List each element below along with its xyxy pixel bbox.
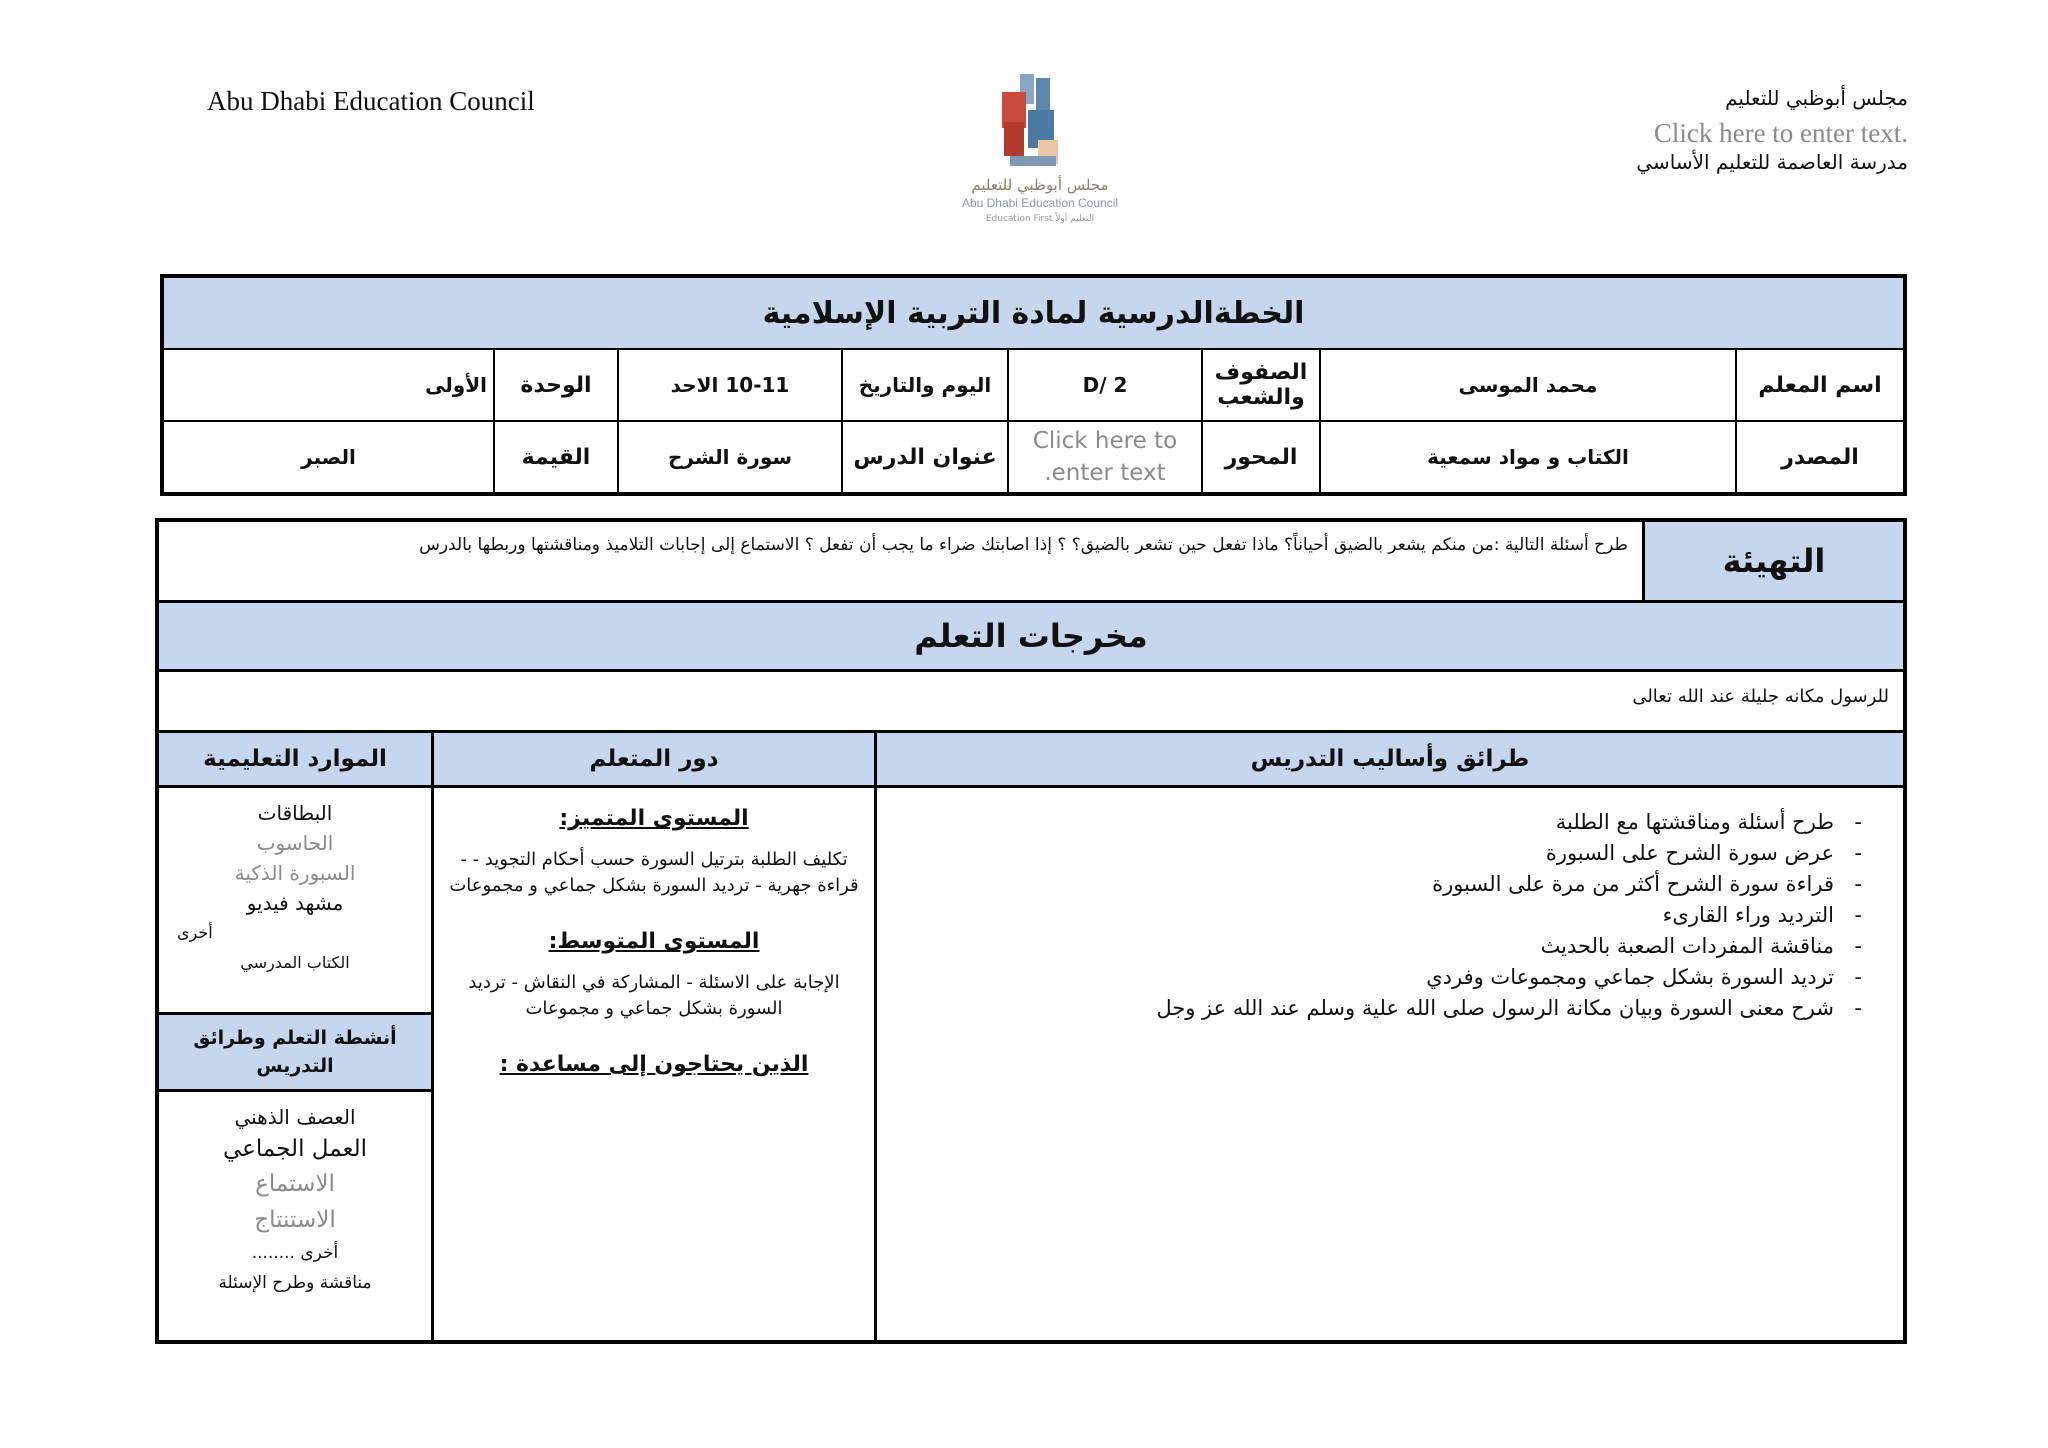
level-excellent-text: تكليف الطلبة بترتيل السورة حسب أحكام التجويد - - قراءة جهرية - ترديد السورة بشكل جماعي و مجموعات (449, 849, 859, 896)
value-value[interactable]: الصبر (162, 421, 494, 494)
unit-value[interactable]: الأولى (162, 349, 494, 421)
activity-item: الاستماع (255, 1171, 335, 1197)
day-value[interactable]: 10-11 الاحد (618, 349, 842, 421)
teaching-methods-list (878, 807, 1862, 1024)
method-item: - عرض سورة الشرح على السبورة (878, 838, 1862, 869)
logo-text-en: Abu Dhabi Education Council (961, 196, 1119, 210)
method-item: - الترديد وراء القارىء (878, 900, 1862, 931)
resources-cell[interactable] (157, 787, 433, 1014)
method-item: - طرح أسئلة ومناقشتها مع الطلبة (878, 807, 1862, 838)
activity-item: العمل الجماعي (223, 1136, 367, 1162)
council-name-ar: مجلس أبوظبي للتعليم (1725, 86, 1908, 110)
activities-header: أنشطة التعلم وطرائق التدريس (157, 1014, 433, 1091)
activity-item: الاستنتاج (254, 1207, 336, 1233)
lesson-info-table (160, 274, 1907, 496)
source-label: المصدر (1736, 421, 1905, 494)
axis-placeholder[interactable]: Click here to enter text. (1008, 421, 1202, 494)
grades-label: الصفوف والشعب (1202, 349, 1320, 421)
resource-item: البطاقات (257, 801, 333, 825)
resource-item: مشهد فيديو (246, 891, 344, 915)
teacher-label: اسم المعلم (1736, 349, 1905, 421)
resources-header: الموارد التعليمية (157, 732, 433, 787)
teacher-value[interactable]: محمد الموسى (1320, 349, 1736, 421)
resource-other: أخرى (177, 923, 213, 942)
council-name-en: Abu Dhabi Education Council (207, 86, 535, 116)
logo-tagline: Education First التعليم أولاً (985, 214, 1095, 224)
school-placeholder[interactable]: Click here to enter text. (1653, 118, 1908, 148)
level-average-title: المستوى المتوسط: (548, 929, 760, 954)
unit-label: الوحدة (494, 349, 618, 421)
method-item: - مناقشة المفردات الصعبة بالحديث (878, 931, 1862, 962)
lesson-details-table (155, 518, 1907, 1344)
plan-title: الخطةالدرسية لمادة التربية الإسلامية (162, 276, 1905, 349)
intro-text[interactable]: طرح أسئلة التالية :من منكم يشعر بالضيق أحياناً؟ ماذا تفعل حين تشعر بالضيق؟ ؟ إذا اصابتك ضراء ما يجب أن تفعل ؟ الاستماع إلى إجابات التلاميذ ومناقشتها وربطها بالدرس (157, 520, 1644, 602)
activities-cell[interactable] (157, 1091, 433, 1343)
learner-role-cell[interactable] (433, 787, 876, 1343)
resource-item: الحاسوب (256, 831, 334, 855)
logo-text-ar: مجلس أبوظبي للتعليم (971, 176, 1109, 194)
activity-other: أخرى ........ (251, 1243, 339, 1263)
grades-value[interactable]: D/ 2 (1008, 349, 1202, 421)
method-item: - ترديد السورة بشكل جماعي ومجموعات وفردي (878, 962, 1862, 993)
activity-item: مناقشة وطرح الإسئلة (218, 1273, 372, 1293)
value-label: القيمة (494, 421, 618, 494)
source-value[interactable]: الكتاب و مواد سمعية (1320, 421, 1736, 494)
method-item: - شرح معنى السورة وبيان مكانة الرسول صلى الله علية وسلم عند الله عز وجل (878, 993, 1862, 1024)
axis-label: المحور (1202, 421, 1320, 494)
learner-header: دور المتعلم (433, 732, 876, 787)
methods-header: طرائق وأساليب التدريس (876, 732, 1906, 787)
resource-item: السبورة الذكية (234, 861, 356, 885)
council-logo (940, 70, 1140, 240)
intro-label: التهيئة (1644, 520, 1906, 602)
lesson-title-value[interactable]: سورة الشرح (618, 421, 842, 494)
level-excellent-title: المستوى المتميز: (559, 806, 749, 831)
school-name: مدرسة العاصمة للتعليم الأساسي (1636, 150, 1908, 174)
method-item: - قراءة سورة الشرح أكثر من مرة على السبورة (878, 869, 1862, 900)
level-average-text: الإجابة على الاسئلة - المشاركة في النقاش - ترديد السورة بشكل جماعي و مجموعات (468, 972, 840, 1019)
level-support-title: الذين يحتاجون إلى مساعدة : (499, 1052, 809, 1077)
teaching-methods-cell[interactable] (876, 787, 1906, 1343)
outcomes-title: مخرجات التعلم (157, 602, 1905, 671)
lesson-title-label: عنوان الدرس (842, 421, 1008, 494)
outcome-text[interactable]: للرسول مكانه جليلة عند الله تعالى (157, 671, 1905, 732)
activity-item: العصف الذهني (234, 1105, 356, 1129)
resource-item: الكتاب المدرسي (240, 953, 350, 972)
day-label: اليوم والتاريخ (842, 349, 1008, 421)
